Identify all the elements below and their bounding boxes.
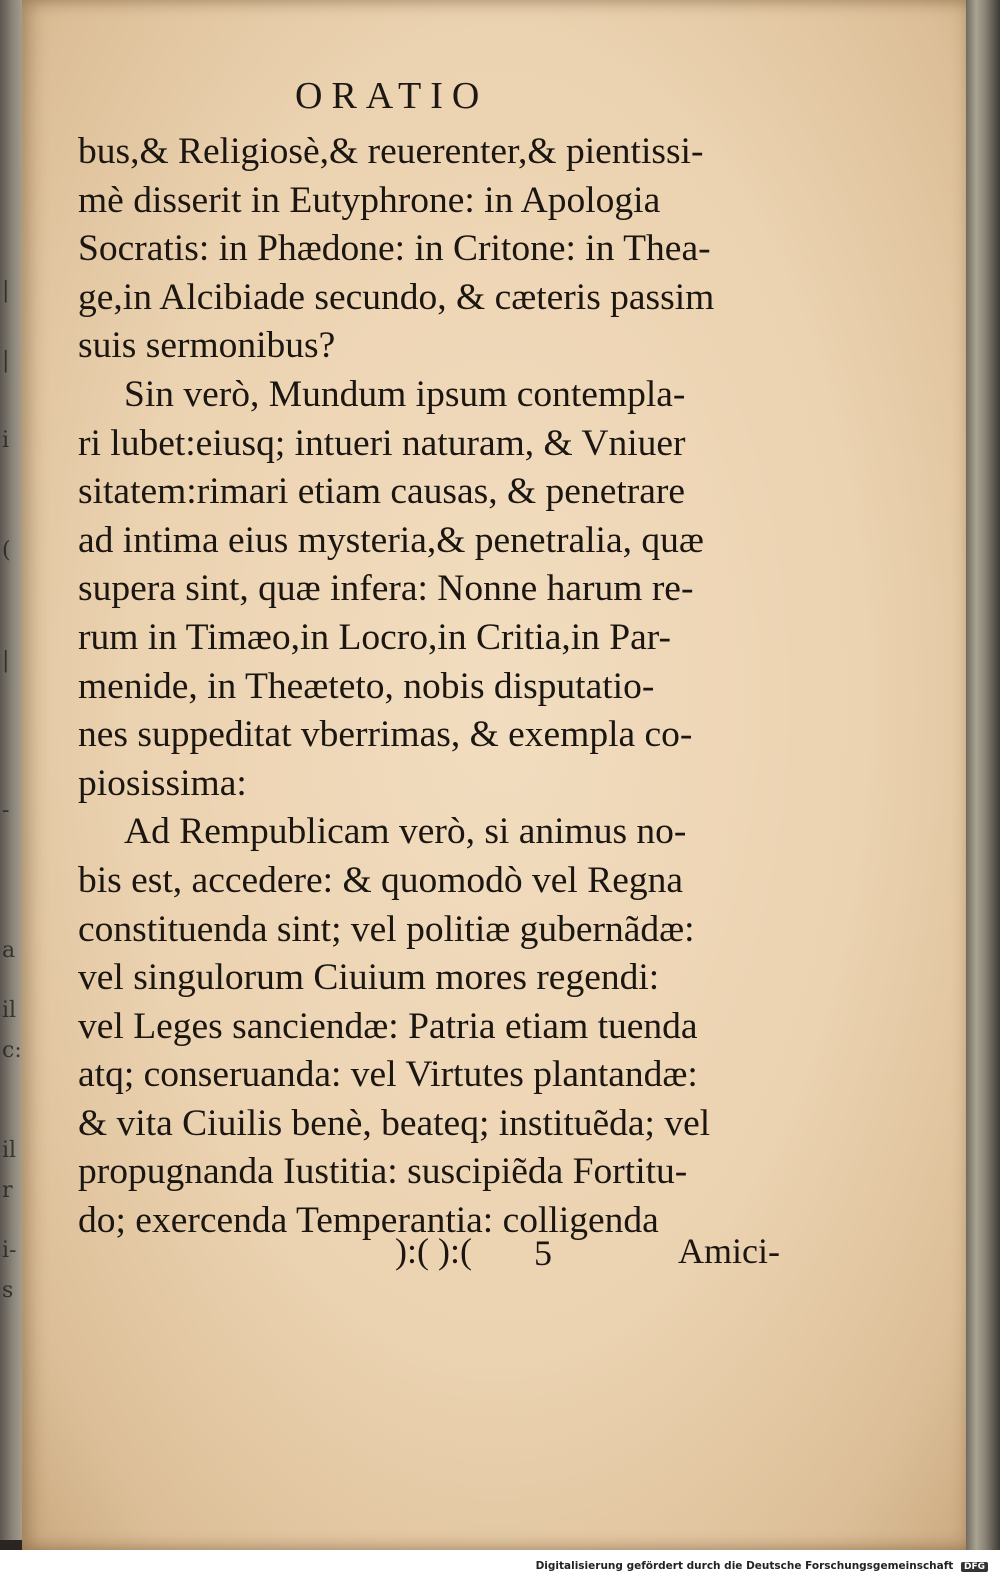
text-line-paragraph-start: Sin verò, Mundum ipsum contempla- bbox=[124, 373, 686, 415]
text-line: & vita Ciuilis benè, beateq; instituẽda; vel bbox=[78, 1102, 711, 1144]
text-line: rum in Timæo,in Locro,in Critia,in Par- bbox=[78, 616, 672, 658]
facing-page-margin-fragments: | | i ( | - a il c: il r i- s bbox=[2, 278, 22, 1303]
text-line: supera sint, quæ infera: Nonne harum re- bbox=[78, 568, 694, 610]
text-line: ge,in Alcibiade secundo, & cæteris passim bbox=[78, 276, 715, 318]
text-line: propugnanda Iustitia: suscipiẽda Fortitu- bbox=[78, 1151, 688, 1193]
running-head: ORATIO bbox=[295, 75, 489, 117]
digitization-credit bbox=[536, 1560, 988, 1572]
text-line: nes suppeditat vberrimas, & exempla co- bbox=[78, 714, 693, 756]
signature-mark: ):( ):( bbox=[395, 1231, 472, 1271]
text-line: atq; conseruanda: vel Virtutes plantandæ: bbox=[78, 1054, 698, 1096]
text-line: sitatem:rimari etiam causas, & penetrare bbox=[78, 471, 686, 513]
text-line: suis sermonibus? bbox=[78, 325, 336, 367]
text-line: vel singulorum Ciuium mores regendi: bbox=[78, 957, 660, 999]
dfg-logo: DFG bbox=[961, 1562, 988, 1572]
text-line: mè disserit in Eutyphrone: in Apologia bbox=[78, 179, 661, 221]
text-line-paragraph-start: Ad Rempublicam verò, si animus no- bbox=[124, 811, 687, 853]
text-line: piosissima: bbox=[78, 762, 247, 804]
page-footer bbox=[0, 1230, 1000, 1280]
credit-text: Digitalisierung gefördert durch die Deutsche Forschungsgemeinschaft bbox=[535, 1560, 954, 1572]
text-line: menide, in Theæteto, nobis disputatio- bbox=[78, 665, 655, 707]
signature-number: 5 bbox=[534, 1233, 552, 1273]
text-line: ri lubet:eiusq; intueri naturam, & Vniuer bbox=[78, 422, 686, 464]
text-line: ad intima eius mysteria,& penetralia, quæ bbox=[78, 519, 704, 561]
text-line: Socratis: in Phædone: in Critone: in Thea- bbox=[78, 228, 711, 270]
text-line: do; exercenda Temperantia: colligenda bbox=[78, 1200, 659, 1242]
text-line: bus,& Religiosè,& reuerenter,& pientissi- bbox=[78, 131, 704, 172]
body-text bbox=[78, 128, 808, 1246]
catchword: Amici- bbox=[678, 1231, 780, 1271]
text-line: vel Leges sanciendæ: Patria etiam tuenda bbox=[78, 1005, 698, 1047]
book-edge bbox=[966, 0, 1000, 1550]
text-line: bis est, accedere: & quomodò vel Regna bbox=[78, 859, 684, 901]
text-line: constituenda sint; vel politiæ gubernãdæ: bbox=[78, 908, 695, 950]
